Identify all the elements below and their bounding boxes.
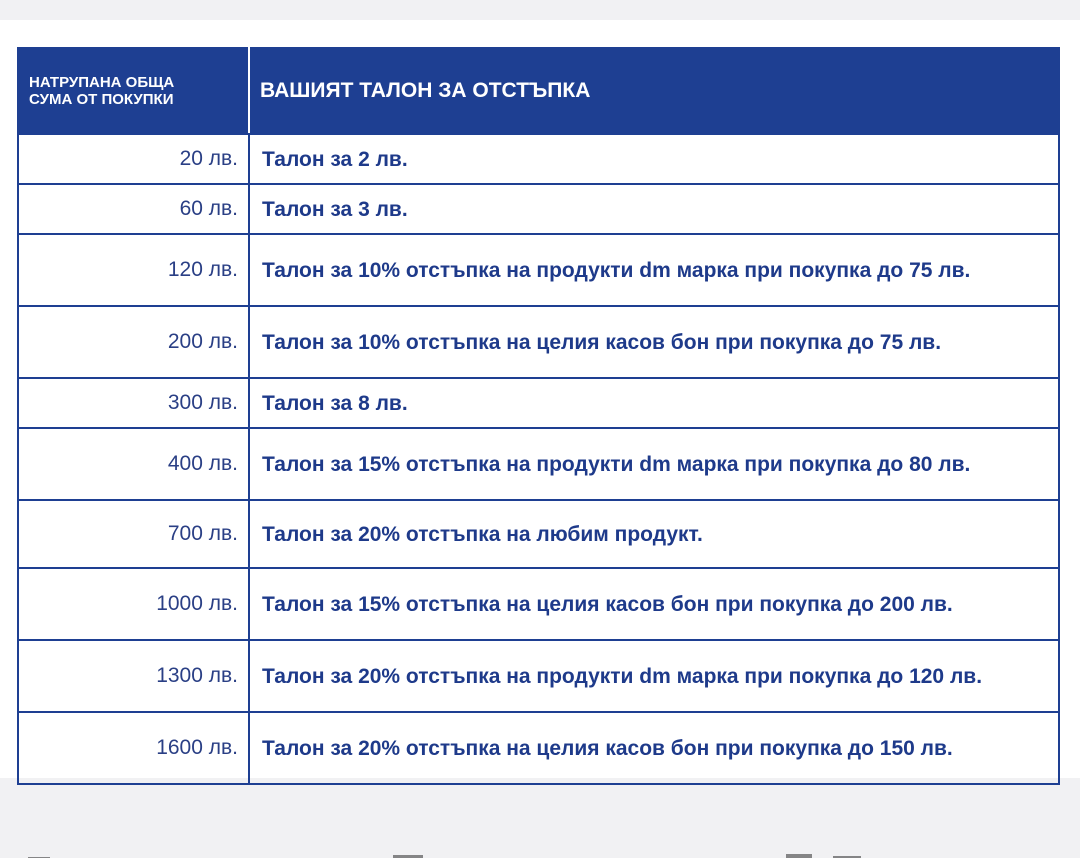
row-coupon: Талон за 20% отстъпка на любим продукт. — [249, 500, 1059, 568]
row-coupon: Талон за 20% отстъпка на продукти dm марка при покупка до 120 лв. — [249, 640, 1059, 712]
row-amount: 120 лв. — [18, 234, 249, 306]
table-row — [18, 500, 1059, 568]
table-row — [18, 378, 1059, 428]
row-coupon: Талон за 10% отстъпка на продукти dm марка при покупка до 75 лв. — [249, 234, 1059, 306]
row-amount: 300 лв. — [18, 378, 249, 428]
table-row — [18, 568, 1059, 640]
table-row — [18, 428, 1059, 500]
table-row — [18, 712, 1059, 784]
row-amount: 60 лв. — [18, 184, 249, 234]
row-amount: 400 лв. — [18, 428, 249, 500]
row-coupon: Талон за 8 лв. — [249, 378, 1059, 428]
table-row — [18, 306, 1059, 378]
row-amount: 1600 лв. — [18, 712, 249, 784]
cut-off-text-line — [28, 848, 1058, 858]
row-amount: 200 лв. — [18, 306, 249, 378]
row-coupon: Талон за 2 лв. — [249, 134, 1059, 184]
header-total-purchases: НАТРУПАНА ОБЩА СУМА ОТ ПОКУПКИ — [18, 48, 249, 134]
row-amount: 1000 лв. — [18, 568, 249, 640]
table-row — [18, 234, 1059, 306]
table-header-row — [18, 48, 1059, 134]
row-coupon: Талон за 15% отстъпка на продукти dm марка при покупка до 80 лв. — [249, 428, 1059, 500]
header-discount-coupon: ВАШИЯТ ТАЛОН ЗА ОТСТЪПКА — [249, 48, 1059, 134]
row-coupon: Талон за 10% отстъпка на целия касов бон при покупка до 75 лв. — [249, 306, 1059, 378]
table-row — [18, 134, 1059, 184]
top-strip — [0, 0, 1080, 20]
discount-table — [17, 47, 1060, 785]
row-amount: 700 лв. — [18, 500, 249, 568]
row-coupon: Талон за 3 лв. — [249, 184, 1059, 234]
row-amount: 1300 лв. — [18, 640, 249, 712]
row-coupon: Талон за 20% отстъпка на целия касов бон при покупка до 150 лв. — [249, 712, 1059, 784]
table-row — [18, 640, 1059, 712]
row-amount: 20 лв. — [18, 134, 249, 184]
image-panel — [0, 20, 1080, 778]
cut-off-text-shapes — [28, 851, 1058, 858]
row-coupon: Талон за 15% отстъпка на целия касов бон при покупка до 200 лв. — [249, 568, 1059, 640]
table-row — [18, 184, 1059, 234]
